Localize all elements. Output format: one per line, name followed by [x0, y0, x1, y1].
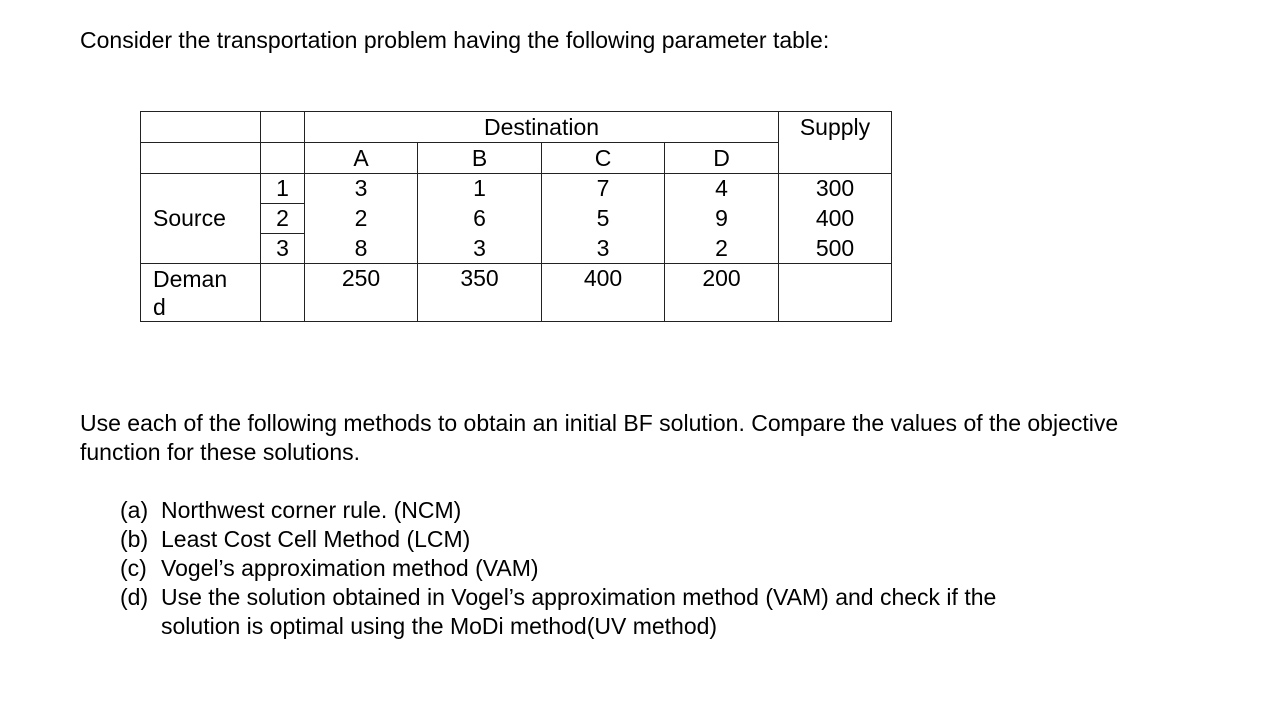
cost-cell: 2 — [665, 234, 779, 264]
column-header-d: D — [665, 143, 779, 174]
source-row-1 — [141, 174, 892, 204]
empty-cell — [141, 143, 261, 174]
table-header-row — [141, 112, 892, 143]
list-item — [120, 554, 996, 583]
parameter-table — [140, 111, 892, 322]
source-row-2 — [141, 204, 892, 234]
item-text: Vogel’s approximation method (VAM) — [161, 555, 539, 581]
source-index: 1 — [261, 174, 305, 204]
supply-cell: 500 — [779, 234, 892, 264]
demand-cell: 250 — [305, 264, 418, 322]
demand-cell: 200 — [665, 264, 779, 322]
empty-cell — [261, 143, 305, 174]
methods-list — [120, 496, 996, 641]
supply-header: Supply — [779, 112, 892, 174]
demand-row — [141, 264, 892, 322]
cost-cell: 3 — [305, 174, 418, 204]
intro-text: Consider the transportation problem having the following parameter table: — [80, 27, 830, 53]
source-label: Source — [141, 204, 261, 234]
empty-cell — [261, 264, 305, 322]
empty-cell — [141, 112, 261, 143]
item-label: (b) — [120, 526, 149, 552]
column-header-a: A — [305, 143, 418, 174]
destination-header: Destination — [305, 112, 779, 143]
source-index: 3 — [261, 234, 305, 264]
demand-cell: 350 — [418, 264, 542, 322]
cost-cell: 1 — [418, 174, 542, 204]
cost-cell: 2 — [305, 204, 418, 234]
supply-cell: 300 — [779, 174, 892, 204]
empty-cell — [779, 264, 892, 322]
empty-cell — [261, 112, 305, 143]
source-row-3 — [141, 234, 892, 264]
cost-cell: 8 — [305, 234, 418, 264]
empty-cell — [141, 174, 261, 204]
demand-cell: 400 — [542, 264, 665, 322]
item-text: Least Cost Cell Method (LCM) — [161, 526, 471, 552]
cost-cell: 4 — [665, 174, 779, 204]
cost-cell: 9 — [665, 204, 779, 234]
supply-cell: 400 — [779, 204, 892, 234]
list-item — [120, 496, 996, 525]
item-text: Use the solution obtained in Vogel’s approximation method (VAM) and check if the solution is optimal using the MoDi method(UV method) — [161, 584, 997, 639]
demand-label: Deman d — [141, 264, 261, 322]
column-header-b: B — [418, 143, 542, 174]
cost-cell: 7 — [542, 174, 665, 204]
cost-cell: 3 — [418, 234, 542, 264]
item-label: (a) — [120, 497, 149, 523]
source-index: 2 — [261, 204, 305, 234]
instructions-paragraph: Use each of the following methods to obtain an initial BF solution. Compare the values of the objective function for these solutions. — [80, 410, 1119, 465]
item-text: Northwest corner rule. (NCM) — [161, 497, 462, 523]
item-label: (c) — [120, 555, 147, 581]
cost-cell: 3 — [542, 234, 665, 264]
empty-cell — [141, 234, 261, 264]
cost-cell: 6 — [418, 204, 542, 234]
cost-cell: 5 — [542, 204, 665, 234]
list-item — [120, 525, 996, 554]
item-label: (d) — [120, 584, 149, 610]
column-header-c: C — [542, 143, 665, 174]
list-item — [120, 583, 996, 641]
